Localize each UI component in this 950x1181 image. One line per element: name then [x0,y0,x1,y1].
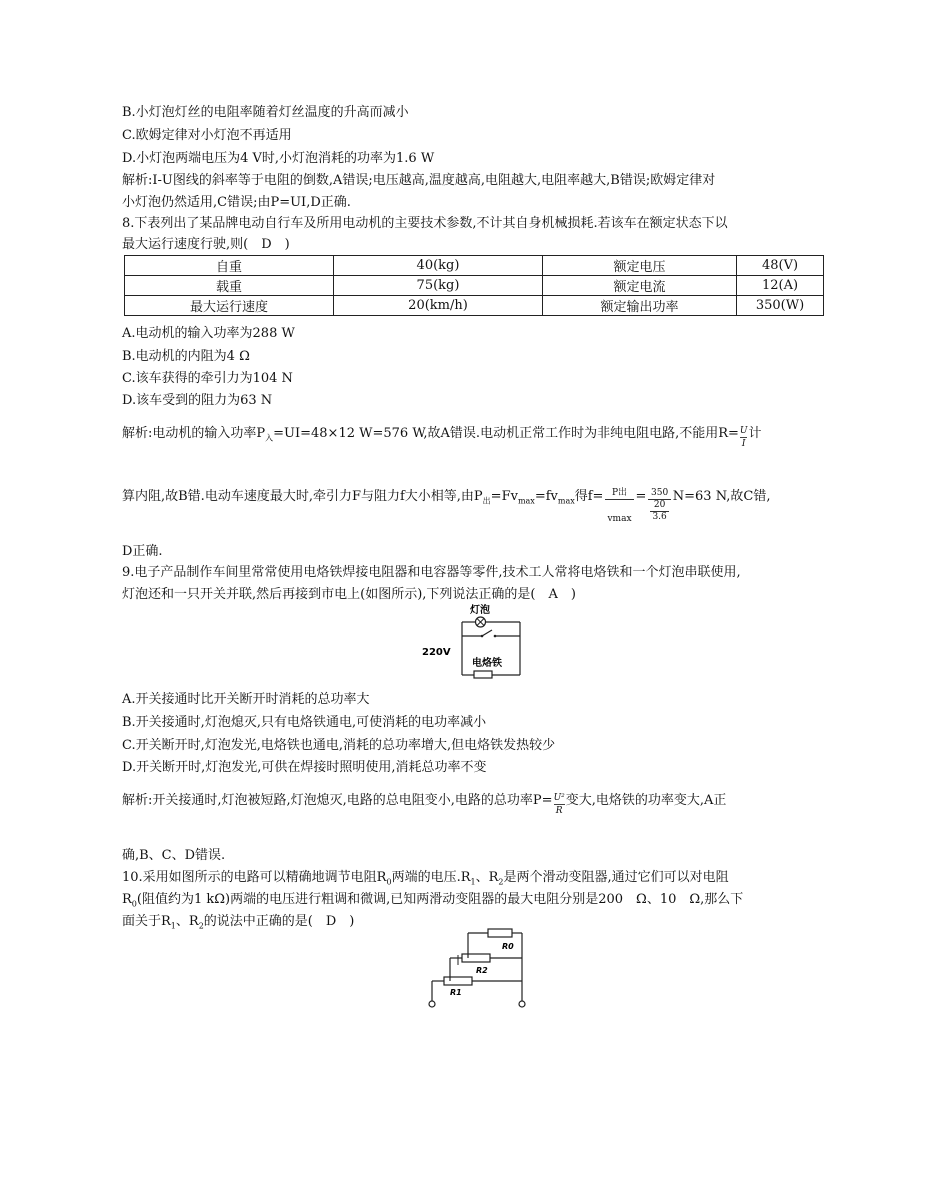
text: 得f= [574,489,604,504]
table-cell: 40(kg) [334,256,543,276]
fraction-20-over-3.6 [650,500,668,523]
table-cell: 最大运行速度 [125,296,334,316]
subscript: max [517,496,535,506]
text: 面关于R [122,914,171,929]
fraction-u2-over-r [554,792,565,817]
q7-analysis-line2: 小灯泡仍然适用,C错误;由P=UI,D正确. [122,195,351,210]
r0-label: R0 [502,942,514,951]
fraction-p-over-v [605,488,633,525]
text: (阻值约为1 kΩ)两端的电压进行粗调和微调,已知两滑动变阻器的最大电阻分别是200 Ω、10 Ω,那么下 [136,892,744,907]
text: 解析:电动机的输入功率P [122,426,266,441]
text: 两端的电压.R [391,870,471,885]
q8-option-d: D.该车受到的阻力为63 N [122,393,273,408]
r0-resistor-symbol [488,929,512,937]
text: 的说法中正确的是( D ) [203,914,355,929]
q9-analysis-line1 [122,792,726,817]
table-cell: 75(kg) [334,276,543,296]
text: 、R [475,870,499,885]
subscript: max [557,496,575,506]
denominator: vmax [607,514,632,524]
q7-option-b: B.小灯泡灯丝的电阻率随着灯丝温度的升高而减小 [122,105,409,120]
q7-option-d: D.小灯泡两端电压为4 V时,小灯泡消耗的功率为1.6 W [122,151,435,166]
q10-stem-line2 [122,891,743,914]
q7-analysis-line1: 解析:I-U图线的斜率等于电阻的倒数,A错误;电压越高,温度越高,电阻越大,电阻率越大,B错误;欧姆定律对 [122,173,716,188]
terminal-icon [519,1001,525,1007]
q9-stem-line1: 9.电子产品制作车间里常常使用电烙铁焊接电阻器和电容器等零件,技术工人常将电烙铁和一个灯泡串联使用, [122,565,741,580]
text: N=63 N,故C错, [672,489,771,504]
q9-option-d: D.开关断开时,灯泡发光,可供在焊接时照明使用,消耗总功率不变 [122,760,487,775]
denominator: 3.6 [652,512,667,522]
q8-analysis-line3: D正确. [122,544,163,559]
table-row [125,276,824,296]
subscript: 1 [470,877,476,887]
table-cell: 额定电压 [543,256,737,276]
text: 是两个滑动变阻器,通过它们可以对电阻 [503,870,729,885]
subscript: 2 [198,921,204,931]
text: 解析:开关接通时,灯泡被短路,灯泡熄灭,电路的总电阻变小,电路的总功率P= [122,793,553,808]
q8-stem-line1: 8.下表列出了某品牌电动自行车及所用电动机的主要技术参数,不计其自身机械损耗.若该车在额定状态下以 [122,216,728,231]
text: R [122,892,132,907]
text: = [635,489,647,504]
numerator: 350 [648,488,670,500]
numerator: P出 [605,488,633,500]
table-row [125,296,824,316]
table-cell: 自重 [125,256,334,276]
subscript: 0 [131,899,137,909]
text: =Fv [490,489,518,504]
table-cell: 额定输出功率 [543,296,737,316]
denominator: R [555,806,563,816]
text: 算内阻,故B错.电动车速度最大时,牵引力F与阻力f大小相等,由P [122,489,483,504]
r2-resistor-symbol [462,954,490,962]
iron-label: 电烙铁 [472,658,502,669]
lamp-iron-circuit-diagram [420,600,540,680]
table-cell: 载重 [125,276,334,296]
q8-option-b: B.电动机的内阻为4 Ω [122,349,250,364]
table-cell: 额定电流 [543,276,737,296]
subscript: 出 [482,496,491,506]
lamp-label: 灯泡 [470,605,490,616]
table-cell: 20(km/h) [334,296,543,316]
denominator: I [741,439,746,449]
q8-analysis-line2 [122,488,770,525]
table-cell: 12(A) [737,276,824,296]
r2-label: R2 [476,966,488,975]
q9-option-b: B.开关接通时,灯泡熄灭,只有电烙铁通电,可使消耗的电功率减小 [122,715,487,730]
switch-contact [481,635,484,638]
subscript: 入 [265,433,274,443]
r1-label: R1 [450,988,462,997]
text: 10.采用如图所示的电路可以精确地调节电阻R [122,870,387,885]
numerator: 20 [650,500,668,512]
q9-stem-line2: 灯泡还和一只开关并联,然后再接到市电上(如图所示),下列说法正确的是( A ) [122,587,576,602]
voltage-label: 220V [422,647,451,658]
q7-option-c: C.欧姆定律对小灯泡不再适用 [122,128,292,143]
q9-option-a: A.开关接通时比开关断开时消耗的总功率大 [122,692,370,707]
q8-option-c: C.该车获得的牵引力为104 N [122,371,293,386]
text: =UI=48×12 W=576 W,故A错误.电动机正常工作时为非纯电阻电路,不能用R= [273,426,739,441]
subscript: 0 [386,877,392,887]
subscript: 1 [170,921,176,931]
table-cell: 350(W) [737,296,824,316]
terminal-icon [429,1001,435,1007]
switch-symbol [482,630,492,636]
numerator: U² [553,793,565,803]
spec-table [124,255,824,316]
text: 变大,电烙铁的功率变大,A正 [565,793,727,808]
fraction-350 [648,488,670,523]
q8-option-a: A.电动机的输入功率为288 W [122,326,295,341]
numerator: U [739,426,748,436]
rheostat-circuit-diagram [410,925,540,1010]
q9-option-c: C.开关断开时,灯泡发光,电烙铁也通电,消耗的总功率增大,但电烙铁发热较少 [122,738,556,753]
subscript: 2 [498,877,504,887]
fraction-u-over-i [740,425,748,450]
q9-analysis-line2: 确,B、C、D错误. [122,848,226,863]
text: =fv [534,489,558,504]
table-row [125,256,824,276]
q8-analysis-line1 [122,425,762,450]
q8-stem-line2: 最大运行速度行驶,则( D ) [122,237,290,252]
text: 、R [175,914,199,929]
table-cell: 48(V) [737,256,824,276]
text: 计 [748,426,762,441]
r1-resistor-symbol [444,977,472,985]
q10-stem-line1 [122,869,729,892]
q10-stem-line3 [122,913,354,936]
iron-resistor-symbol [474,671,492,678]
